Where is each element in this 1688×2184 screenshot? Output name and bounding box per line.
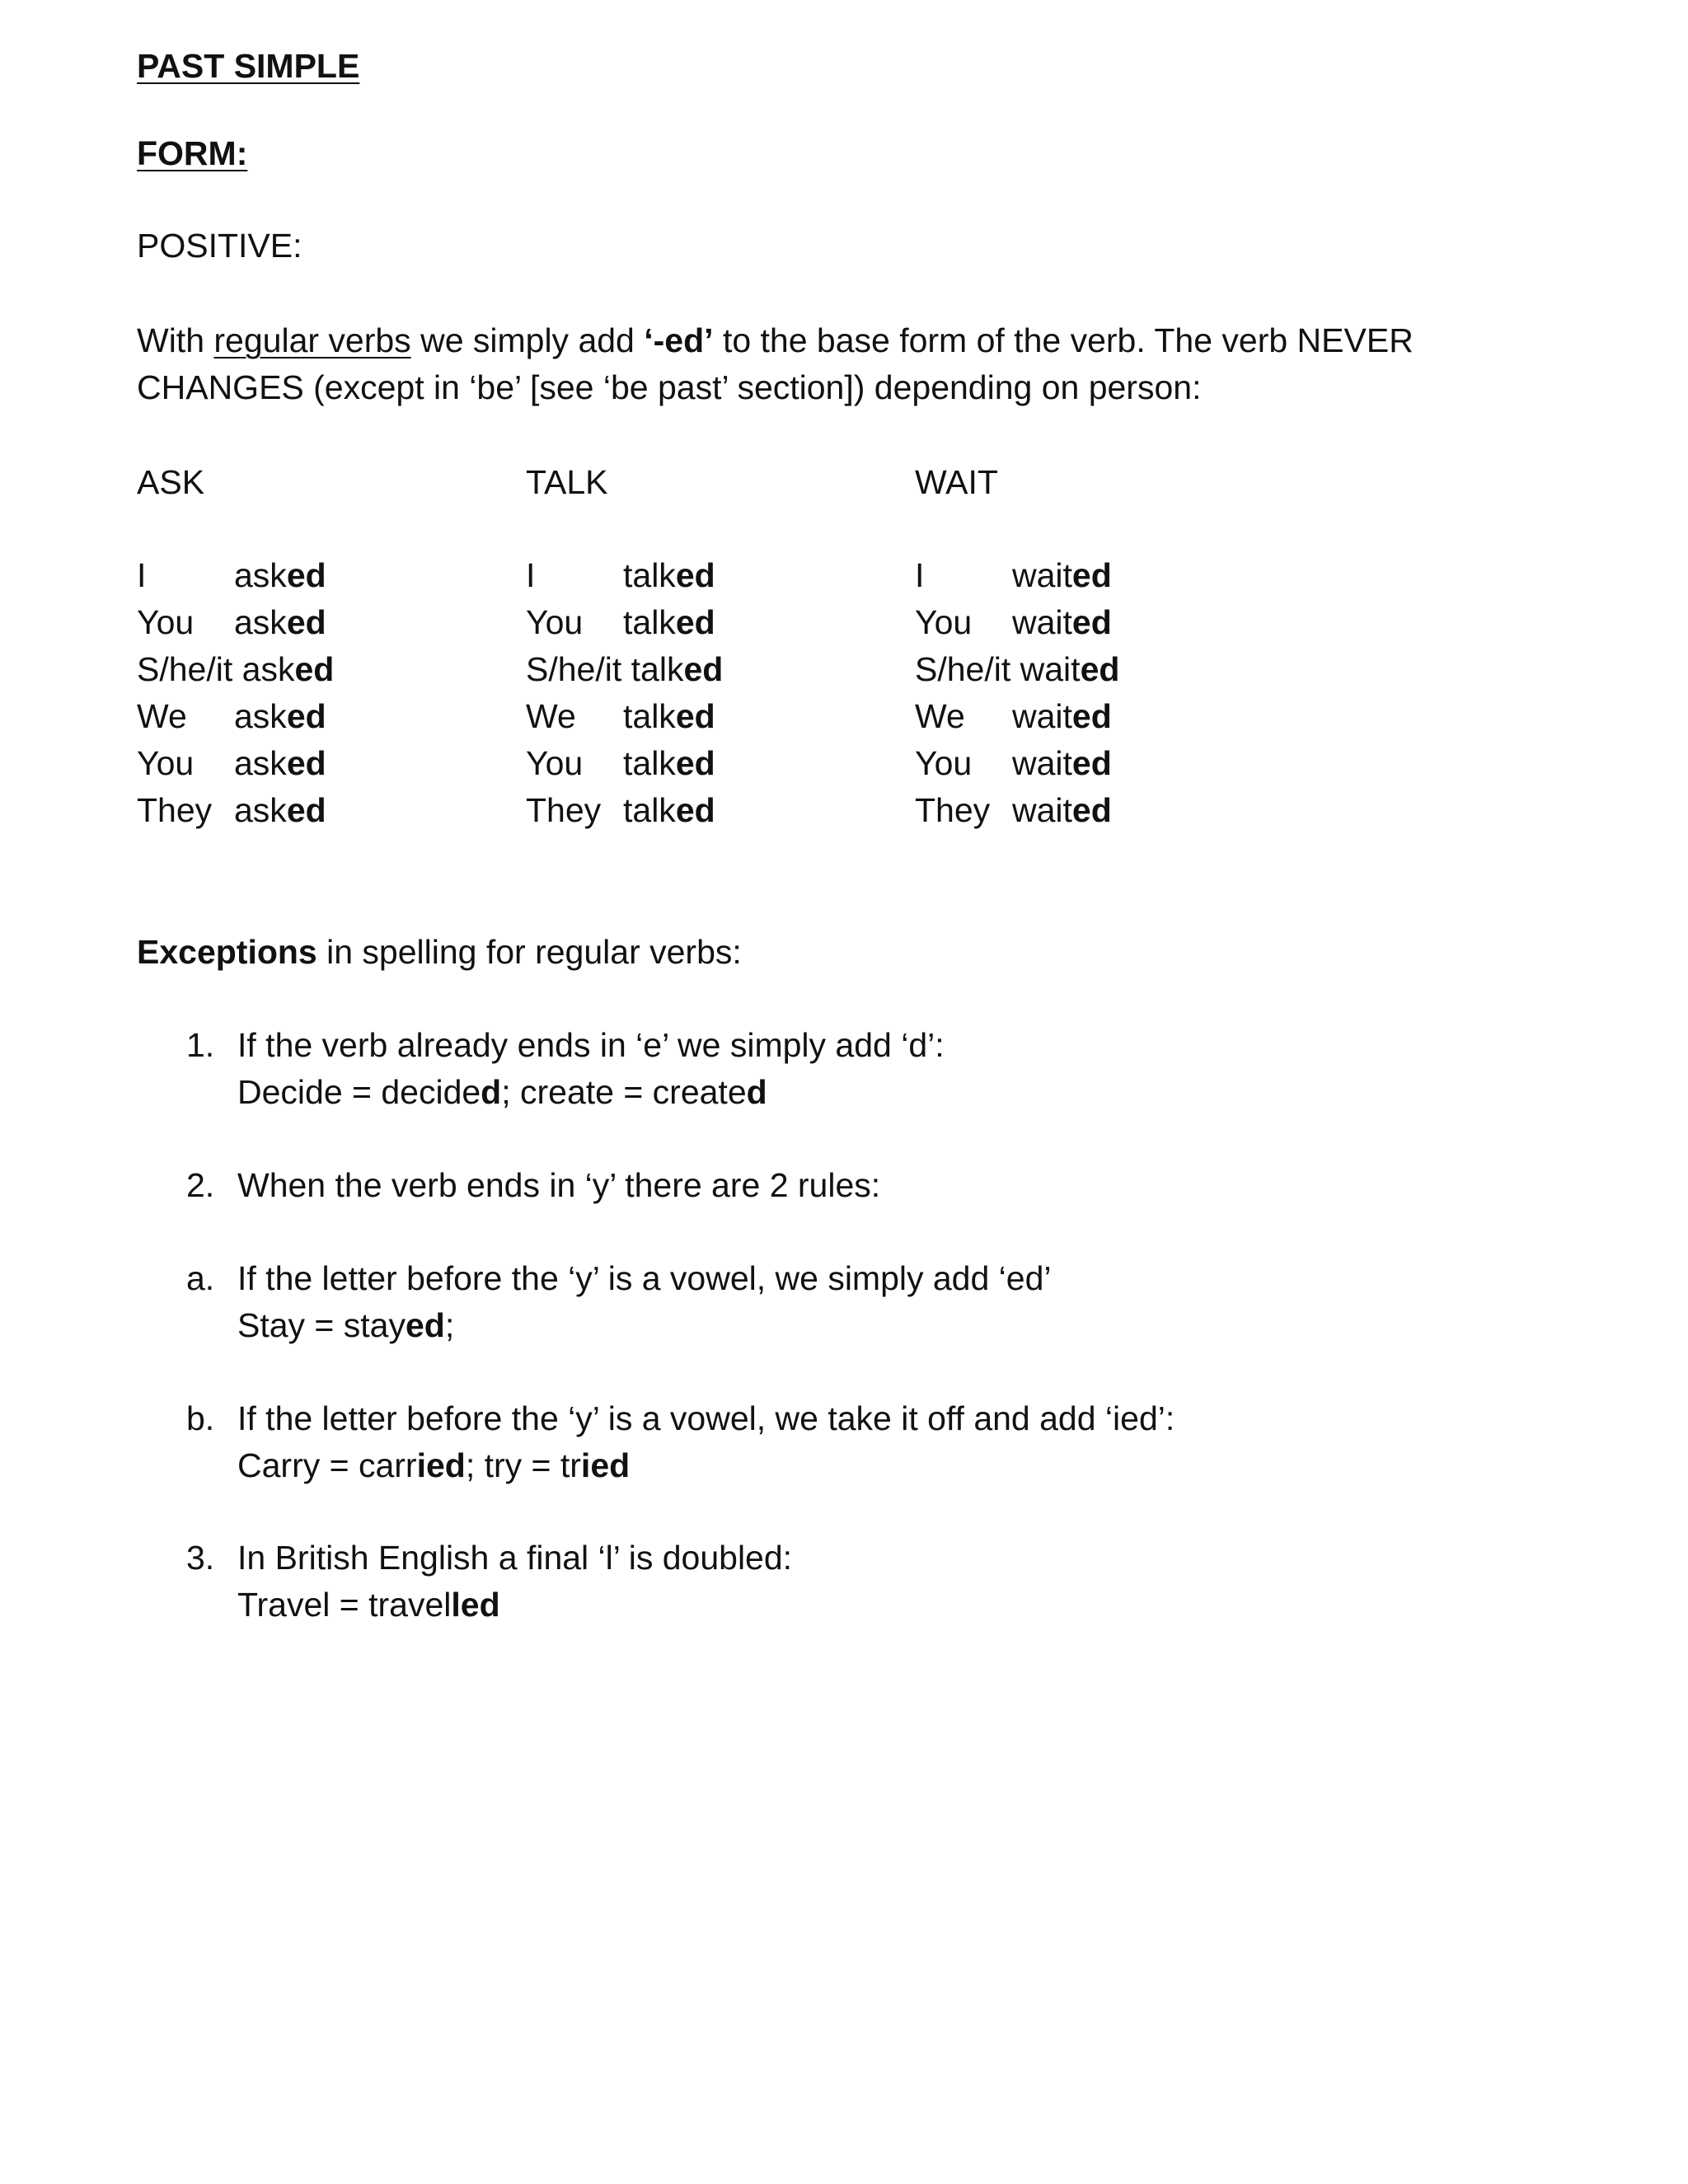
list-marker: 3. bbox=[186, 1539, 215, 1577]
rule-example: Carry = carried; try = tried bbox=[237, 1446, 631, 1484]
conjugation-wait bbox=[915, 552, 1119, 834]
regular-verbs-term: regular verbs bbox=[213, 321, 411, 359]
conjugation-row: S/he/it waited bbox=[915, 650, 1120, 688]
intro-line-1: With regular verbs we simply add ‘-ed’ to the base form of the verb. The verb NEVER bbox=[137, 321, 1414, 359]
list-marker: b. bbox=[186, 1399, 215, 1437]
conjugation-talk bbox=[526, 552, 723, 834]
conjugation-ask bbox=[137, 552, 334, 834]
conjugation-row: I asked bbox=[137, 556, 326, 594]
conjugation-row: We waited bbox=[915, 697, 1112, 735]
list-marker: a. bbox=[186, 1259, 215, 1297]
conjugation-row: They asked bbox=[137, 791, 326, 829]
conjugation-row: You asked bbox=[137, 744, 326, 782]
conjugation-row: You waited bbox=[915, 744, 1112, 782]
conjugation-row: S/he/it talked bbox=[526, 650, 724, 688]
conjugation-row: You talked bbox=[526, 744, 715, 782]
conjugation-row: We talked bbox=[526, 697, 715, 735]
form-heading: FORM: bbox=[137, 134, 248, 172]
conjugation-row: S/he/it asked bbox=[137, 650, 335, 688]
column-heading-talk: TALK bbox=[526, 463, 608, 501]
page-title: PAST SIMPLE bbox=[137, 47, 360, 85]
conjugation-row: I waited bbox=[915, 556, 1112, 594]
rule-example: Stay = stayed; bbox=[237, 1306, 455, 1344]
column-heading-wait: WAIT bbox=[915, 463, 998, 501]
rule-1: 1. If the verb already ends in ‘e’ we simply add ‘d’: Decide = decided; create = created bbox=[186, 1022, 945, 1116]
ed-suffix: ‘-ed’ bbox=[644, 321, 714, 359]
conjugation-row: We asked bbox=[137, 697, 326, 735]
positive-heading: POSITIVE: bbox=[137, 227, 302, 265]
conjugation-row: You talked bbox=[526, 603, 715, 641]
conjugation-row: You waited bbox=[915, 603, 1112, 641]
conjugation-row: They waited bbox=[915, 791, 1112, 829]
rule-example: Travel = travelled bbox=[237, 1586, 500, 1624]
list-marker: 1. bbox=[186, 1026, 215, 1064]
intro-paragraph bbox=[137, 317, 1414, 411]
exceptions-heading: Exceptions in spelling for regular verbs: bbox=[137, 933, 742, 971]
rule-example: Decide = decided; create = created bbox=[237, 1073, 767, 1111]
column-heading-ask: ASK bbox=[137, 463, 205, 501]
rule-b: b. If the letter before the ‘y’ is a vowel, we take it off and add ‘ied’: Carry = carried; try = tried bbox=[186, 1395, 1175, 1489]
list-marker: 2. bbox=[186, 1166, 215, 1204]
conjugation-row: I talked bbox=[526, 556, 715, 594]
conjugation-row: You asked bbox=[137, 603, 326, 641]
conjugation-row: They talked bbox=[526, 791, 715, 829]
rule-3: 3. In British English a final ‘l’ is doubled: Travel = travelled bbox=[186, 1535, 792, 1629]
rule-2: 2. When the verb ends in ‘y’ there are 2 rules: bbox=[186, 1162, 880, 1209]
rule-a: a. If the letter before the ‘y’ is a vowel, we simply add ‘ed’ Stay = stayed; bbox=[186, 1255, 1052, 1349]
intro-line-2: CHANGES (except in ‘be’ [see ‘be past’ section]) depending on person: bbox=[137, 368, 1202, 406]
